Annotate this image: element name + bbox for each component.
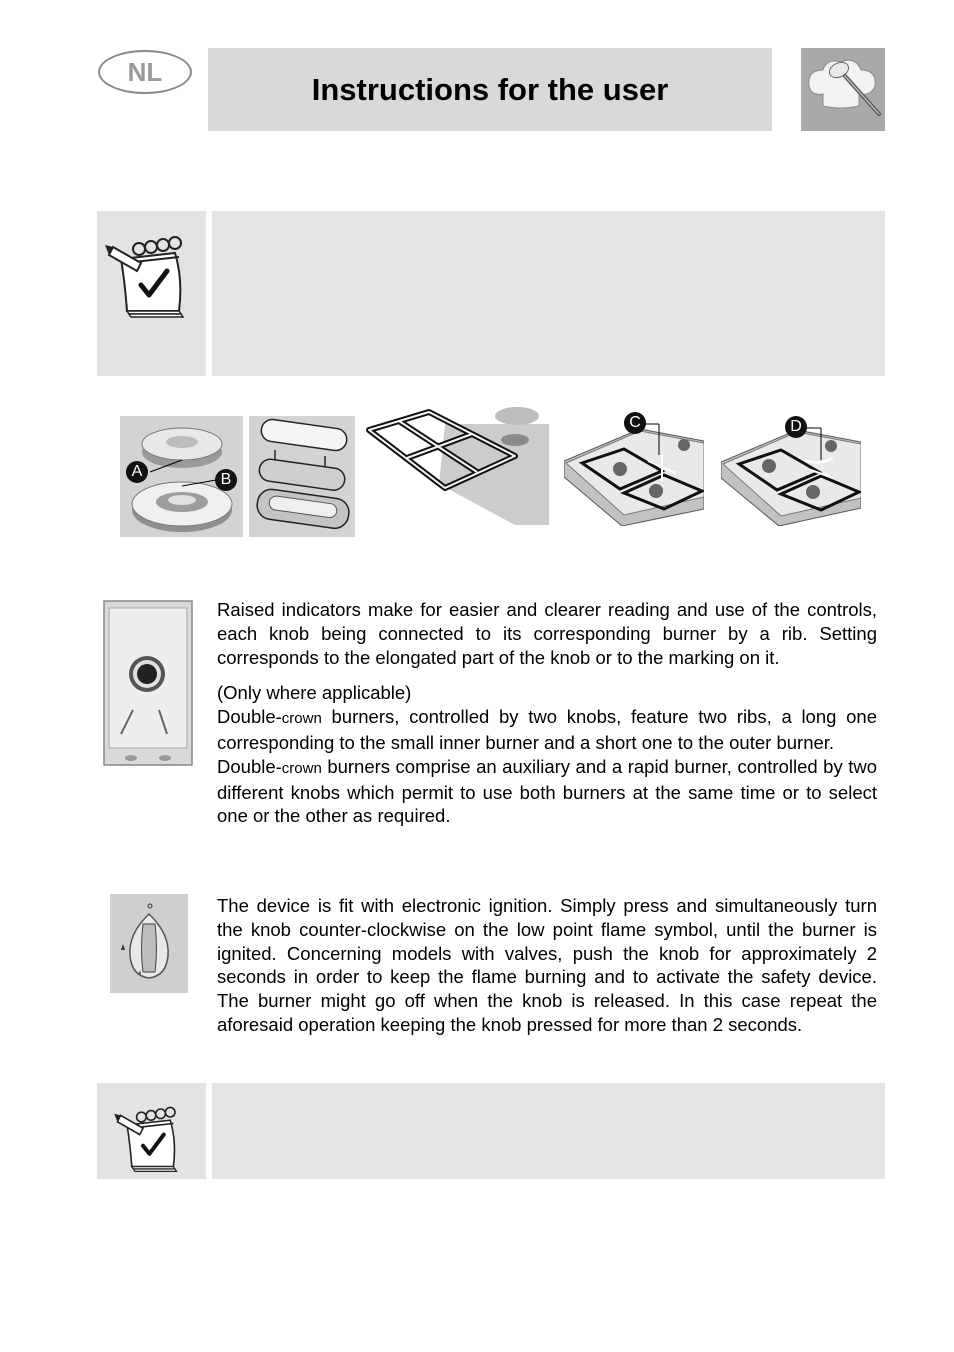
chef-logo-icon <box>801 48 885 131</box>
note-icon-box-bottom <box>97 1083 206 1179</box>
pan-support-figure <box>365 404 549 525</box>
label-b: B <box>220 471 232 488</box>
note-icon-box-top <box>97 211 206 376</box>
label-d: D <box>790 418 802 435</box>
note-body-top <box>212 211 885 376</box>
checklist-notepad-icon <box>105 219 197 324</box>
control-panel-figure <box>103 600 193 766</box>
label-c: C <box>629 414 641 431</box>
checklist-notepad-icon <box>105 1093 197 1178</box>
controls-paragraph-2: (Only where applicable) <box>217 682 412 704</box>
title-bar <box>208 48 772 131</box>
burner-crown-figure <box>120 416 243 537</box>
knob-icon <box>110 894 188 993</box>
controls-paragraph-4: Double-crown burners comprise an auxiliary and a rapid burner, controlled by two different knobs which permit to use both burners at the same time or to select one or the other as required. <box>217 755 877 827</box>
controls-paragraph-1: Raised indicators make for easier and clearer reading and use of the controls, each knob being connected to its corresponding burner by a rib. Setting corresponds to the elongated part of the knob or to the marking on it. <box>217 599 877 668</box>
flame-spreader-figure <box>249 416 355 537</box>
language-badge <box>98 50 192 94</box>
page-title: Instructions for the user <box>311 71 669 107</box>
controls-description <box>217 598 877 828</box>
note-body-bottom <box>212 1083 885 1179</box>
language-badge-label: NL <box>127 56 163 87</box>
ignition-paragraph: The device is fit with electronic ignition. Simply press and simultaneously turn the knob counter-clockwise on the low point flame symbol, until the burner is ignited. Concerning models with valves, push the knob for approximately 2 seconds in order to keep the flame burning and to activate the safety device. The burner might go off when the knob is released. In this case repeat the aforesaid operation keeping the knob pressed for more than 2 seconds. <box>217 895 877 1035</box>
label-a: A <box>131 463 143 480</box>
ignition-description <box>217 894 877 1037</box>
hob-figure-d <box>721 416 861 526</box>
hob-figure-c <box>564 411 704 526</box>
controls-paragraph-3: Double-crown burners, controlled by two knobs, feature two ribs, a long one corresponding to the small inner burner and a short one to the outer burner. <box>217 706 877 753</box>
